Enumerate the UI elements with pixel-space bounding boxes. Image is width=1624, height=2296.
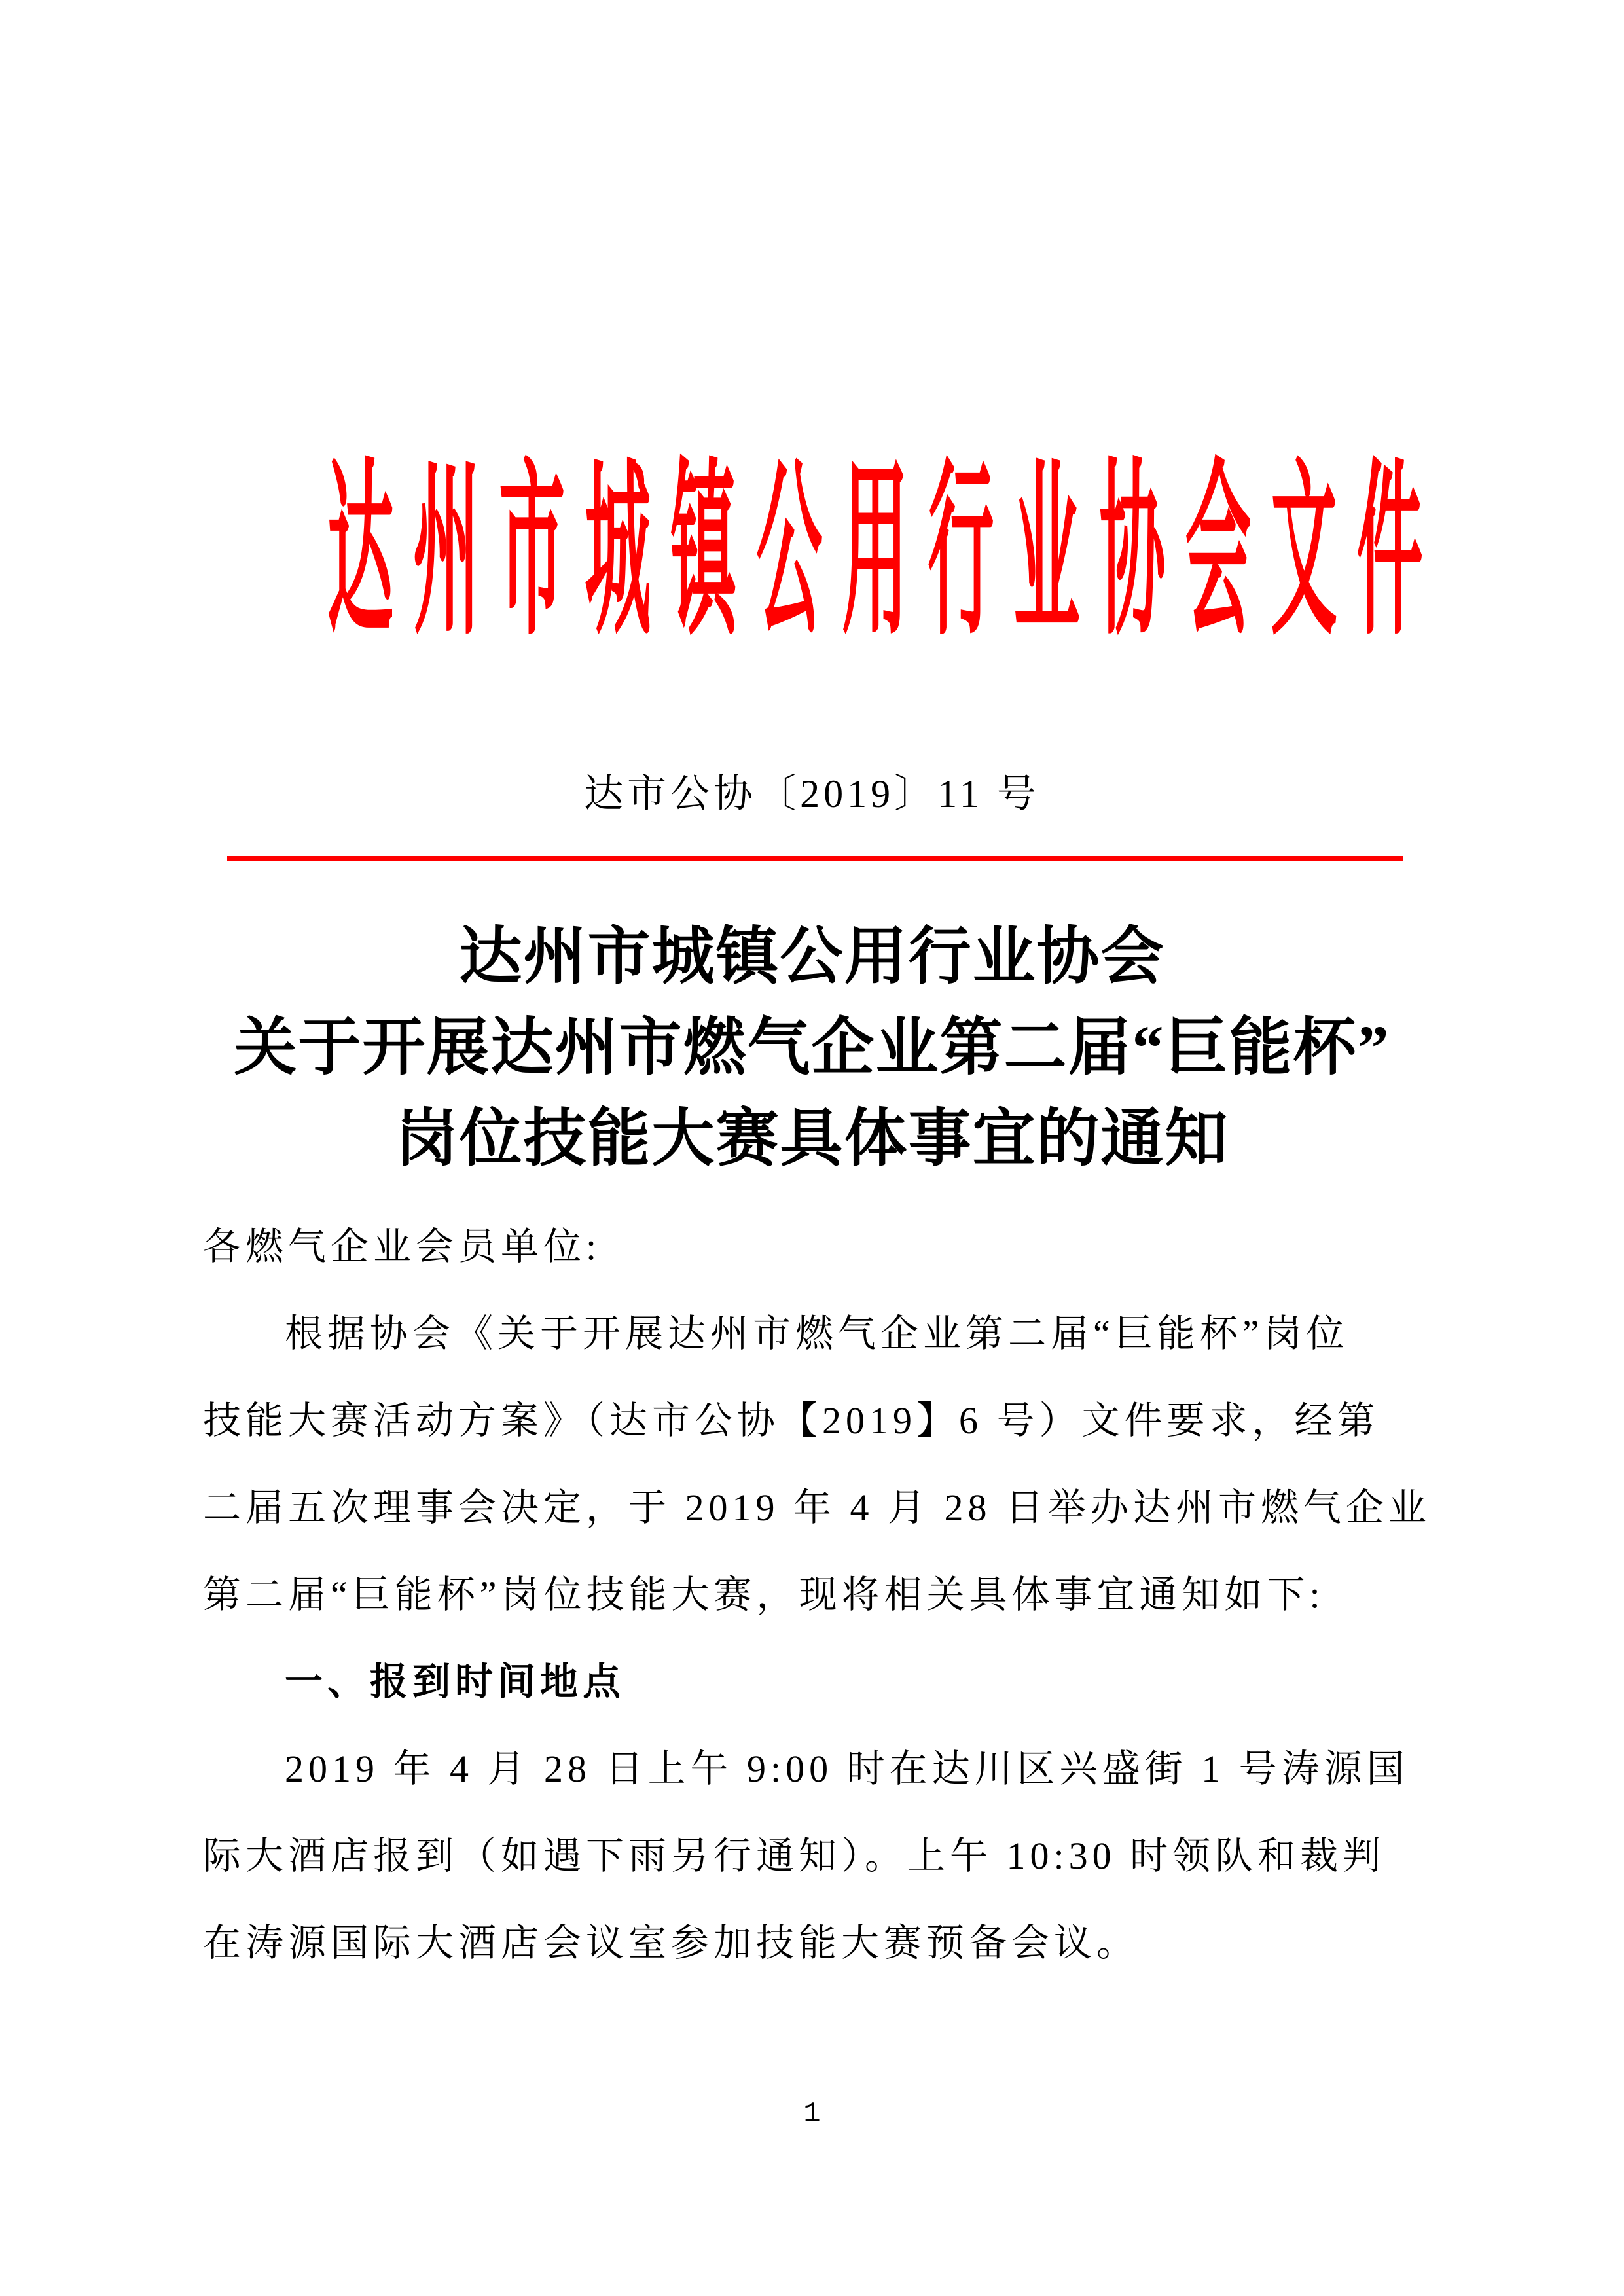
page-number: 1 <box>803 2098 821 2130</box>
notice-title-line-1: 达州市城镇公用行业协会 <box>459 922 1165 992</box>
paragraph-1-line-1: 根据协会《关于开展达州市燃气企业第二届“巨能杯”岗位 <box>285 1312 1349 1355</box>
paragraph-1-line-4: 第二届“巨能杯”岗位技能大赛，现将相关具体事宜通知如下: <box>203 1573 1325 1616</box>
section-heading-1: 一、报到时间地点 <box>285 1660 626 1703</box>
salutation: 各燃气企业会员单位: <box>203 1225 602 1268</box>
notice-title-line-3: 岗位技能大赛具体事宜的通知 <box>395 1103 1229 1174</box>
paragraph-2-line-2: 际大酒店报到（如遇下雨另行通知）。上午 10:30 时领队和裁判 <box>203 1835 1386 1877</box>
paragraph-1-line-3: 二届五次理事会决定，于 2019 年 4 月 28 日举办达州市燃气企业 <box>203 1486 1432 1529</box>
notice-title-line-2: 关于开展达州市燃气企业第二届“巨能杯” <box>234 1013 1390 1083</box>
paragraph-2-line-3: 在涛源国际大酒店会议室参加技能大赛预备会议。 <box>203 1922 1140 1964</box>
red-header-banner <box>0 447 1624 658</box>
notice-title <box>0 911 1624 1184</box>
red-divider-line <box>227 856 1403 861</box>
paragraph-2-line-1: 2019 年 4 月 28 日上午 9:00 时在达川区兴盛街 1 号涛源国 <box>285 1748 1409 1790</box>
association-banner-text: 达州市城镇公用行业协会文件 <box>327 447 1443 658</box>
paragraph-1-line-2: 技能大赛活动方案》（达市公协【2019】6 号）文件要求，经第 <box>203 1399 1380 1442</box>
notice-body <box>203 1203 1432 1986</box>
document-number: 达市公协〔2019〕11 号 <box>584 772 1040 816</box>
